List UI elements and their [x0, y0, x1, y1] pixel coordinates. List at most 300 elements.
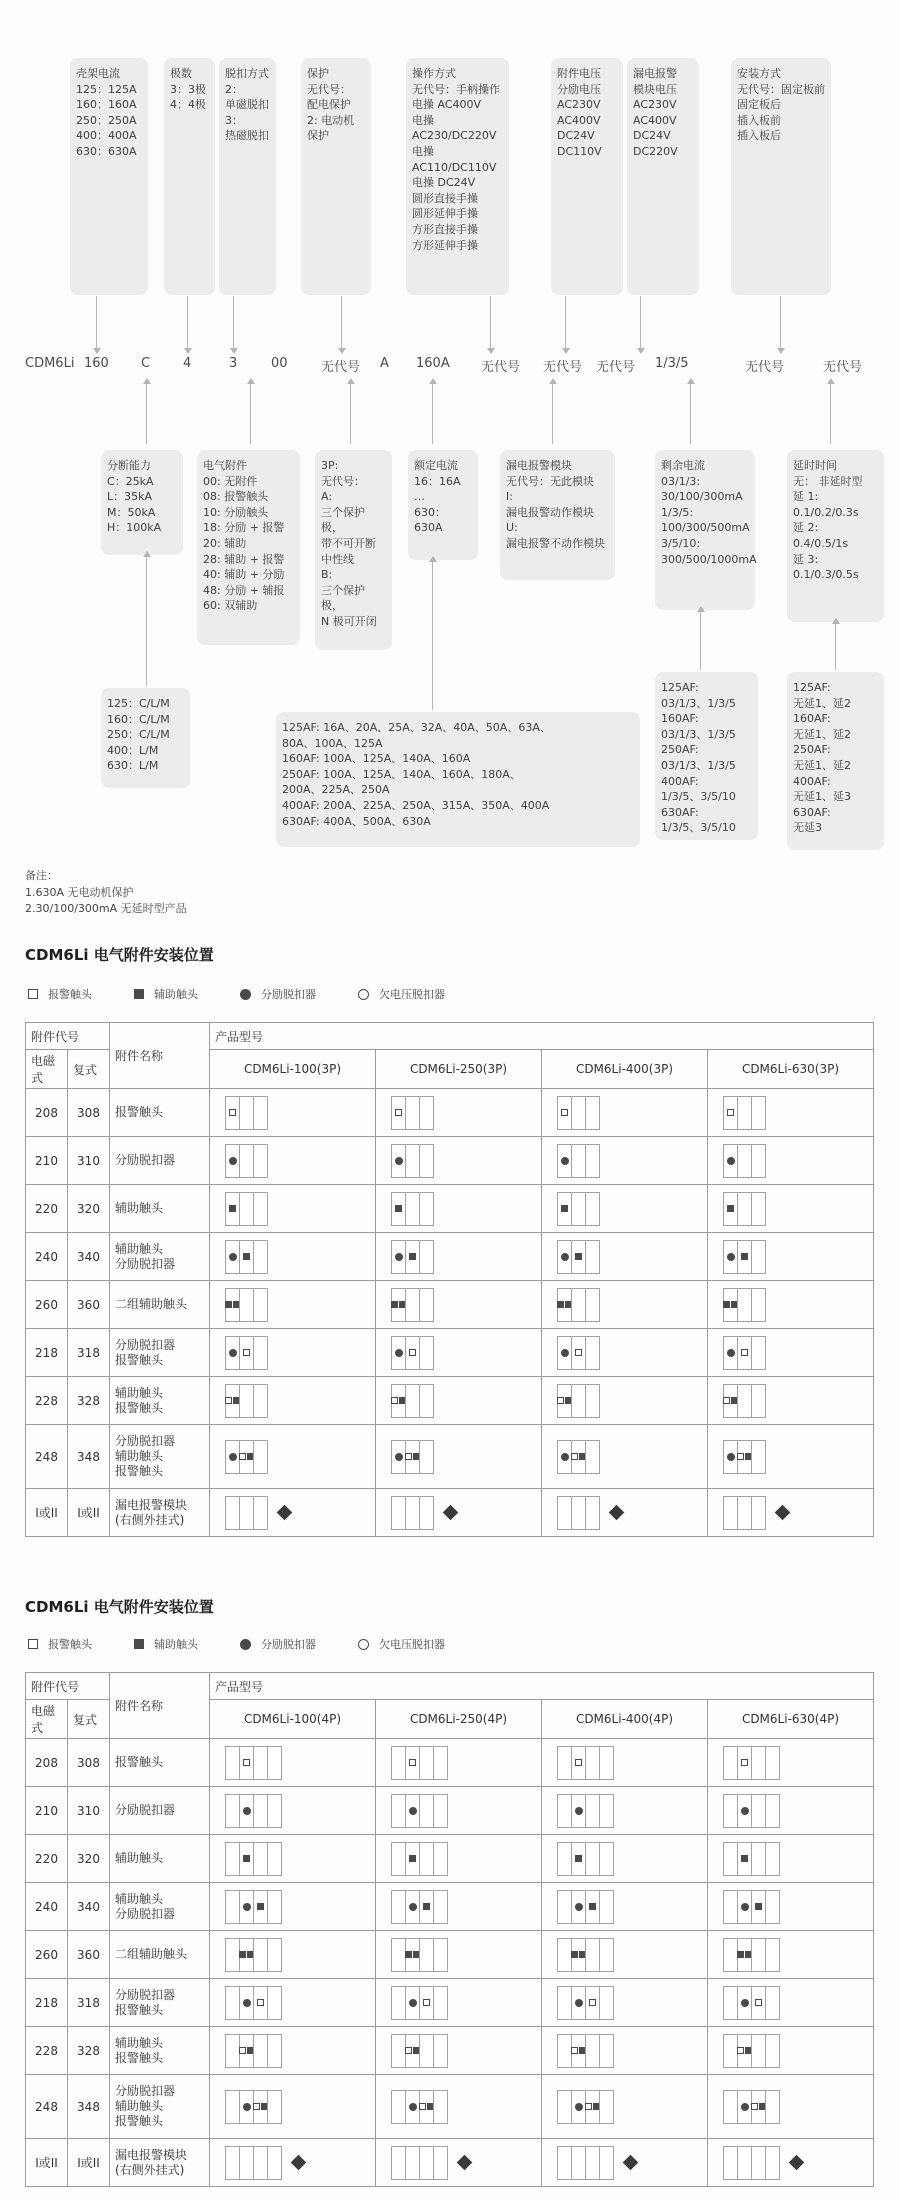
- product-position-cell: [210, 1883, 376, 1931]
- accessory-code-cell: 218: [26, 1329, 68, 1377]
- accessory-code-cell: 340: [68, 1883, 110, 1931]
- accessory-slot: [737, 1440, 752, 1474]
- accessory-name-line: 报警触头: [115, 2050, 164, 2065]
- alarm-contact-symbol: [405, 1453, 412, 1460]
- accessory-slot: [585, 1890, 600, 1924]
- accessory-slot: [391, 1496, 406, 1530]
- accessory-slot: [571, 1096, 586, 1130]
- leakage-module-symbol: [789, 2155, 805, 2171]
- product-position-cell: [210, 1281, 376, 1329]
- slot-diagram: [547, 1144, 702, 1178]
- accessory-slot: [405, 1240, 420, 1274]
- product-position-cell: [376, 1835, 542, 1883]
- alarm-contact-symbol: [723, 1397, 730, 1404]
- text-line: 00: 无附件: [203, 474, 258, 488]
- accessory-slot: [723, 1938, 738, 1972]
- accessory-name-line: 报警触头: [115, 1464, 164, 1478]
- text-line: 电气附件: [203, 459, 247, 472]
- accessory-slot: [751, 1938, 766, 1972]
- accessory-slot: [557, 1384, 572, 1418]
- accessory-slot: [585, 1746, 600, 1780]
- accessory-code-cell: 348: [68, 2075, 110, 2139]
- accessory-slot: [585, 1384, 600, 1418]
- accessory-slot: [267, 1986, 282, 2020]
- accessory-slot: [751, 1440, 766, 1474]
- accessory-slot: [585, 1096, 600, 1130]
- accessory-code-cell: 240: [26, 1883, 68, 1931]
- header-product-model: 产品型号: [210, 1673, 874, 1700]
- text-line: 附件电压: [557, 67, 601, 80]
- slot-diagram: [215, 1938, 370, 1972]
- slot-diagram: [547, 2146, 702, 2180]
- accessory-slot: [723, 1986, 738, 2020]
- ref-box-delay-by-frame: [787, 672, 884, 850]
- header-accessory-code: 附件代号: [26, 1673, 110, 1700]
- accessory-slot: [433, 1794, 448, 1828]
- accessory-slot: [267, 1746, 282, 1780]
- product-position-cell: [542, 2139, 708, 2187]
- text-line: 配电保护: [307, 98, 351, 112]
- text-line: 250：C/L/M: [107, 728, 170, 742]
- ref-box-capacity-by-frame: [101, 688, 190, 788]
- table-row: [26, 1425, 874, 1489]
- accessory-slot: [239, 1336, 254, 1370]
- text-line: DC24V: [557, 129, 595, 143]
- aux-contact-symbol: [755, 1903, 762, 1910]
- accessory-slot: [723, 1794, 738, 1828]
- product-position-cell: [376, 1329, 542, 1377]
- accessory-slot: [225, 1938, 240, 1972]
- accessory-name-line: 漏电报警模块: [115, 2147, 188, 2162]
- spec-box-breaking-capacity: [101, 450, 183, 555]
- accessory-slot: [239, 1288, 254, 1322]
- table-row: [26, 1489, 874, 1537]
- product-position-cell: [542, 1787, 708, 1835]
- text-line: 电操AC110/DC110V: [412, 145, 497, 174]
- shunt-release-symbol: [409, 2103, 417, 2111]
- accessory-slot: [405, 1890, 420, 1924]
- accessory-slot: [557, 2034, 572, 2068]
- accessory-name-cell: [110, 1883, 210, 1931]
- accessory-slot: [571, 1440, 586, 1474]
- spec-box-3p-neutral: [315, 450, 392, 650]
- slot-diagram: [215, 1842, 370, 1876]
- table-head: [26, 1023, 874, 1089]
- table-row: [26, 1979, 874, 2027]
- arrow-up-icon: [700, 612, 701, 670]
- product-position-cell: [210, 2027, 376, 2075]
- text-line: U:: [506, 521, 518, 535]
- accessory-slot: [571, 1986, 586, 2020]
- accessory-code-cell: 340: [68, 1233, 110, 1281]
- code-part: 无代号: [543, 360, 583, 375]
- accessory-slot: [419, 1746, 434, 1780]
- accessory-name-cell: [110, 1787, 210, 1835]
- accessory-name-cell: [110, 2075, 210, 2139]
- shunt-release-symbol: [741, 2103, 749, 2111]
- arrow-down-icon: [565, 296, 566, 348]
- accessory-slot: [225, 2146, 240, 2180]
- shunt-release-symbol: [727, 1453, 735, 1461]
- text-line: 无代号：固定板前: [737, 82, 825, 96]
- accessory-slot: [253, 1440, 268, 1474]
- aux-contact-symbol: [239, 1951, 246, 1958]
- text-line: 1.630A 无电动机保护: [25, 885, 134, 899]
- accessory-name-line: 辅助触头: [115, 1241, 164, 1256]
- aux-contact-symbol: [134, 989, 144, 999]
- legend-label: 分励脱扣器: [261, 988, 316, 1001]
- header-product-model: 产品型号: [210, 1023, 874, 1050]
- accessory-slot: [239, 1794, 254, 1828]
- accessory-name-cell: [110, 1739, 210, 1787]
- table-row: [26, 2139, 874, 2187]
- product-position-cell: [542, 1185, 708, 1233]
- accessory-slot: [751, 2146, 766, 2180]
- slot-diagram: [215, 1144, 370, 1178]
- text-line: 400：400A: [76, 129, 137, 143]
- accessory-slot: [599, 1890, 614, 1924]
- accessory-slot: [571, 1240, 586, 1274]
- accessory-slot: [253, 1240, 268, 1274]
- leakage-module-symbol: [291, 2155, 307, 2171]
- accessory-slot: [557, 2090, 572, 2124]
- accessory-name-cell: [110, 1835, 210, 1883]
- slot-diagram: [381, 1096, 536, 1130]
- text-line: I:: [506, 490, 513, 504]
- text-line: 中性线: [321, 552, 354, 566]
- product-position-cell: [376, 2027, 542, 2075]
- arrow-up-icon: [690, 384, 691, 444]
- accessory-name-line: 分励脱扣器: [115, 1337, 176, 1352]
- text-line: 操作方式: [412, 67, 456, 80]
- accessory-slot: [433, 1890, 448, 1924]
- shunt-release-symbol: [575, 1999, 583, 2007]
- accessory-slot: [433, 1938, 448, 1972]
- product-position-cell: [542, 1979, 708, 2027]
- text-line: 03/1/3、1/3/5: [661, 759, 736, 773]
- arrow-down-icon: [490, 296, 491, 348]
- text-line: 200A、225A、250A: [282, 783, 390, 797]
- accessory-slot: [253, 1096, 268, 1130]
- accessory-slot: [737, 2090, 752, 2124]
- leakage-module-symbol: [457, 2155, 473, 2171]
- text-line: 250：250A: [76, 113, 137, 127]
- legend-item: [28, 1636, 92, 1652]
- shunt-release-symbol: [243, 1999, 251, 2007]
- shunt-release-symbol: [561, 1453, 569, 1461]
- table-row: [26, 2027, 874, 2075]
- text-line: 漏电报警模块: [506, 459, 572, 472]
- text-line: DC24V: [633, 129, 671, 143]
- aux-contact-symbol: [589, 1903, 596, 1910]
- product-position-cell: [708, 1425, 874, 1489]
- accessory-slot: [557, 1794, 572, 1828]
- accessory-slot: [239, 1240, 254, 1274]
- accessory-code-cell: 248: [26, 2075, 68, 2139]
- accessory-name-line: 分励脱扣器: [115, 1256, 176, 1271]
- shunt-release-symbol: [395, 1253, 403, 1261]
- accessory-code-cell: 228: [26, 1377, 68, 1425]
- text-line: 极数: [170, 67, 192, 80]
- accessory-slot: [391, 1842, 406, 1876]
- accessory-slot: [765, 1842, 780, 1876]
- accessory-slot: [751, 1240, 766, 1274]
- product-position-cell: [542, 1835, 708, 1883]
- legend-item: [358, 986, 445, 1002]
- product-position-cell: [376, 1281, 542, 1329]
- accessory-slot: [585, 1144, 600, 1178]
- shunt-release-symbol: [243, 1807, 251, 1815]
- accessory-slot: [723, 1096, 738, 1130]
- text-line: 电操 AC400V: [412, 98, 482, 112]
- text-line: 延 3:: [793, 552, 819, 566]
- spec-box-residual-current: [655, 450, 755, 610]
- text-line: 漏电报警不动作模块: [506, 537, 605, 551]
- accessory-slot: [391, 1144, 406, 1178]
- product-position-cell: [376, 1931, 542, 1979]
- accessory-code-cell: 260: [26, 1931, 68, 1979]
- slot-diagram: [547, 1336, 702, 1370]
- accessory-slot: [571, 1384, 586, 1418]
- text-line: 保护: [307, 67, 329, 80]
- accessory-slot: [253, 1938, 268, 1972]
- accessory-slot: [419, 1096, 434, 1130]
- alarm-contact-symbol: [741, 1759, 748, 1766]
- text-line: M：50kA: [107, 505, 156, 519]
- accessory-code-cell: 308: [68, 1089, 110, 1137]
- accessory-slot: [737, 1240, 752, 1274]
- accessory-code-cell: I或II: [26, 2139, 68, 2187]
- accessory-slot: [571, 1192, 586, 1226]
- product-position-cell: [542, 1233, 708, 1281]
- text-line: 无代号：手柄操作: [412, 82, 500, 96]
- product-position-cell: [210, 1089, 376, 1137]
- accessory-slot: [557, 1336, 572, 1370]
- header-accessory-name: 附件名称: [110, 1673, 210, 1739]
- text-line: 400AF:: [661, 774, 699, 788]
- text-line: 0.1/0.3/0.5s: [793, 568, 859, 582]
- code-part: 4: [183, 356, 192, 371]
- table-row: [26, 1739, 874, 1787]
- spec-box-poles: [164, 58, 215, 295]
- product-position-cell: [708, 1281, 874, 1329]
- slot-diagram: [215, 1336, 370, 1370]
- shunt-release-symbol: [575, 1903, 583, 1911]
- arrow-down-icon: [96, 296, 97, 348]
- arrow-down-icon: [780, 296, 781, 348]
- accessory-slot: [765, 1890, 780, 1924]
- accessory-slot: [391, 1746, 406, 1780]
- accessory-slot: [723, 1144, 738, 1178]
- accessory-slot: [751, 1890, 766, 1924]
- text-line: 18: 分励 + 报警: [203, 521, 285, 535]
- text-line: 带不可开断: [321, 537, 376, 551]
- leakage-module-symbol: [775, 1505, 791, 1521]
- accessory-code-cell: 220: [26, 1835, 68, 1883]
- accessory-slot: [405, 1096, 420, 1130]
- accessory-slot: [253, 1192, 268, 1226]
- table-row: [26, 1787, 874, 1835]
- accessory-slot: [557, 2146, 572, 2180]
- text-line: 延 1:: [793, 490, 819, 504]
- arrow-up-icon: [146, 384, 147, 444]
- text-line: 0.4/0.5/1s: [793, 537, 849, 551]
- accessory-slot: [239, 1890, 254, 1924]
- accessory-slot: [239, 1144, 254, 1178]
- accessory-code-cell: 320: [68, 1835, 110, 1883]
- accessory-slot: [723, 2146, 738, 2180]
- accessory-slot: [267, 2146, 282, 2180]
- accessory-slot: [225, 1746, 240, 1780]
- product-position-cell: [210, 1137, 376, 1185]
- accessory-slot: [737, 1890, 752, 1924]
- shunt-release-symbol: [240, 989, 251, 1000]
- accessory-slot: [253, 1746, 268, 1780]
- slot-diagram: [215, 1440, 370, 1474]
- shunt-release-symbol: [229, 1157, 237, 1165]
- product-position-cell: [376, 1233, 542, 1281]
- aux-contact-symbol: [134, 1639, 144, 1649]
- header-product: CDM6Li-400(4P): [542, 1700, 708, 1739]
- accessory-slot: [737, 2146, 752, 2180]
- aux-contact-symbol: [391, 1301, 398, 1308]
- slot-diagram: [547, 2090, 702, 2124]
- shunt-release-symbol: [727, 1157, 735, 1165]
- accessory-slot: [239, 1192, 254, 1226]
- accessory-slot: [585, 1938, 600, 1972]
- leakage-module-symbol: [277, 1505, 293, 1521]
- text-line: 无延1、延2: [793, 759, 851, 773]
- text-line: 30/100/300mA: [661, 490, 743, 504]
- accessory-slot: [419, 2090, 434, 2124]
- accessory-slot: [253, 1890, 268, 1924]
- text-line: 无延1、延2: [793, 727, 851, 741]
- text-line: 100/300/500mA: [661, 521, 750, 535]
- accessory-table: [25, 1672, 874, 2187]
- slot-diagram: [547, 1096, 702, 1130]
- alarm-contact-symbol: [405, 2047, 412, 2054]
- slot-diagram: [215, 1986, 370, 2020]
- table-row: [26, 1931, 874, 1979]
- text-line: 无延1、延3: [793, 790, 851, 804]
- text-line: 电操 DC24V: [412, 176, 476, 190]
- product-position-cell: [708, 1377, 874, 1425]
- arrow-down-icon: [233, 296, 234, 348]
- product-position-cell: [210, 1835, 376, 1883]
- alarm-contact-symbol: [28, 1639, 38, 1649]
- aux-contact-symbol: [395, 1205, 402, 1212]
- slot-diagram: [381, 2090, 536, 2124]
- accessory-slot: [751, 1496, 766, 1530]
- accessory-slot: [405, 2146, 420, 2180]
- accessory-slot: [253, 1336, 268, 1370]
- product-position-cell: [542, 1089, 708, 1137]
- spec-box-electrical-accessories: [197, 450, 300, 645]
- code-part: 160A: [416, 356, 450, 371]
- aux-contact-symbol: [229, 1205, 236, 1212]
- accessory-slot: [723, 1240, 738, 1274]
- legend-label: 欠电压脱扣器: [379, 1638, 445, 1651]
- product-position-cell: [376, 1489, 542, 1537]
- accessory-slot: [253, 1144, 268, 1178]
- slot-diagram: [381, 1240, 536, 1274]
- accessory-slot: [419, 1192, 434, 1226]
- accessory-slot: [557, 1192, 572, 1226]
- legend-label: 分励脱扣器: [261, 1638, 316, 1651]
- accessory-slot: [405, 1496, 420, 1530]
- accessory-slot: [405, 1746, 420, 1780]
- accessory-slot: [737, 1384, 752, 1418]
- accessory-code-cell: I或II: [26, 1489, 68, 1537]
- text-line: 安装方式: [737, 67, 781, 80]
- accessory-name-line: 报警触头: [115, 2002, 164, 2017]
- accessory-slot: [585, 1336, 600, 1370]
- text-line: B:: [321, 568, 333, 582]
- text-line: 10: 分励触头: [203, 505, 269, 519]
- table-row: [26, 1089, 874, 1137]
- product-position-cell: [210, 1787, 376, 1835]
- text-line: 三个保护极，: [321, 583, 365, 613]
- accessory-slot: [225, 1890, 240, 1924]
- text-line: 分励电压: [557, 82, 601, 96]
- accessory-slot: [557, 1842, 572, 1876]
- slot-diagram: [713, 1192, 868, 1226]
- header-code-type: 复式: [68, 1700, 110, 1739]
- table-body: [26, 1739, 874, 2187]
- slot-diagram: [713, 2090, 868, 2124]
- slot-diagram: [215, 1746, 370, 1780]
- text-line: 插入板后: [737, 129, 781, 143]
- accessory-slot: [599, 2034, 614, 2068]
- legend-item: [134, 986, 198, 1002]
- accessory-slot: [239, 2146, 254, 2180]
- slot-diagram: [713, 1288, 868, 1322]
- accessory-slot: [433, 1842, 448, 1876]
- alarm-contact-symbol: [409, 1759, 416, 1766]
- accessory-name-line: 分励脱扣器: [115, 2084, 176, 2098]
- arrow-up-icon: [835, 624, 836, 670]
- alarm-contact-symbol: [557, 1397, 564, 1404]
- accessory-slot: [737, 1096, 752, 1130]
- alarm-contact-symbol: [561, 1109, 568, 1116]
- header-product: CDM6Li-400(3P): [542, 1050, 708, 1089]
- accessory-slot: [419, 1240, 434, 1274]
- accessory-slot: [737, 1144, 752, 1178]
- accessory-slot: [571, 1144, 586, 1178]
- accessory-table-4p: [25, 1672, 874, 2187]
- accessory-slot: [751, 1986, 766, 2020]
- product-position-cell: [210, 1233, 376, 1281]
- accessory-slot: [585, 2034, 600, 2068]
- accessory-slot: [419, 1842, 434, 1876]
- arrow-up-icon: [830, 384, 831, 444]
- accessory-slot: [419, 1288, 434, 1322]
- accessory-code-cell: 218: [26, 1979, 68, 2027]
- slot-diagram: [713, 1890, 868, 1924]
- accessory-slot: [723, 1336, 738, 1370]
- text-line: 630：L/M: [107, 759, 159, 773]
- aux-contact-symbol: [723, 1301, 730, 1308]
- accessory-slot: [751, 1288, 766, 1322]
- text-line: 250AF:: [661, 743, 699, 757]
- text-line: 250AF:: [793, 743, 831, 757]
- shunt-release-symbol: [727, 1253, 735, 1261]
- accessory-slot: [599, 2146, 614, 2180]
- product-position-cell: [210, 2139, 376, 2187]
- alarm-contact-symbol: [571, 2047, 578, 2054]
- shunt-release-symbol: [741, 1903, 749, 1911]
- accessory-slot: [267, 1842, 282, 1876]
